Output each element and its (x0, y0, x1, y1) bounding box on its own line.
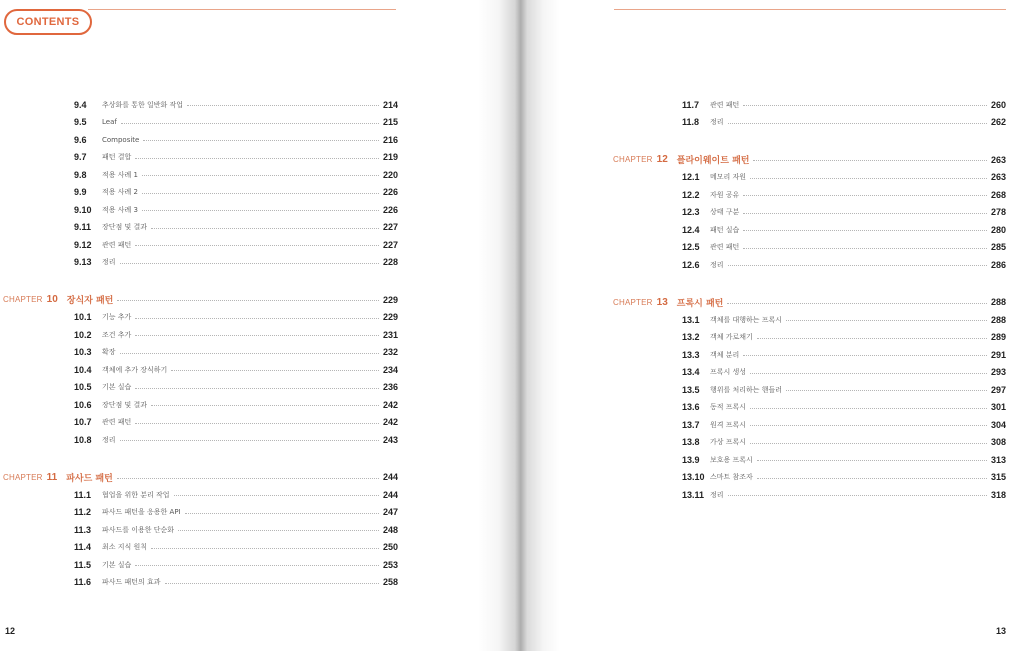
section-title: 프록시 생성 (710, 368, 747, 377)
chapter-entry[interactable] (0, 468, 398, 486)
section-number: 10.4 (74, 364, 92, 375)
section-title: 자원 공유 (710, 190, 740, 199)
dot-leader (117, 300, 379, 301)
section-page-number: 219 (382, 152, 398, 163)
section-title: 기능 추가 (102, 313, 132, 322)
section-title: 정리 (710, 490, 724, 499)
section-number: 11.5 (74, 559, 92, 570)
section-number: 13.8 (682, 437, 700, 448)
section-number: 11.2 (74, 507, 92, 518)
chapter-page-number: 263 (990, 154, 1006, 165)
section-title: 객체에 추가 장식하기 (102, 365, 168, 374)
section-entry[interactable] (0, 166, 398, 184)
section-title: 스마트 참조자 (710, 473, 753, 482)
section-entry[interactable] (610, 221, 1006, 239)
section-entry[interactable] (610, 486, 1006, 504)
section-title: 장단점 및 결과 (102, 400, 148, 409)
section-entry[interactable] (0, 184, 398, 202)
dot-leader (117, 478, 379, 479)
section-number: 9.10 (74, 204, 92, 215)
section-title: 객체 가로채기 (710, 333, 753, 342)
section-entry[interactable] (0, 309, 398, 327)
section-number: 9.6 (74, 134, 87, 145)
chapter-title: 파사드 패턴 (66, 473, 113, 484)
section-entry[interactable] (610, 451, 1006, 469)
section-number: 10.1 (74, 312, 92, 323)
section-entry[interactable] (0, 219, 398, 237)
dot-leader (143, 140, 379, 141)
dot-leader (151, 405, 379, 406)
section-title: 파사드 패턴의 효과 (102, 578, 161, 587)
section-entry[interactable] (0, 361, 398, 379)
section-number: 12.3 (682, 207, 700, 218)
section-number: 11.3 (74, 524, 92, 535)
section-title: 적용 사례 3 (102, 205, 138, 214)
section-number: 9.8 (74, 169, 87, 180)
dot-leader (750, 425, 987, 426)
section-entry[interactable] (610, 96, 1006, 114)
section-entry[interactable] (0, 254, 398, 272)
dot-leader (757, 338, 987, 339)
section-page-number: 258 (382, 577, 398, 588)
section-page-number: 228 (382, 257, 398, 268)
section-title: 정리 (102, 435, 116, 444)
dot-leader (728, 123, 987, 124)
section-title: 기본 실습 (102, 383, 132, 392)
dot-leader (743, 105, 987, 106)
section-page-number: 216 (382, 134, 398, 145)
section-page-number: 293 (990, 367, 1006, 378)
section-page-number: 268 (990, 189, 1006, 200)
section-entry[interactable] (0, 431, 398, 449)
section-number: 9.9 (74, 187, 87, 198)
section-page-number: 286 (990, 259, 1006, 270)
chapter-spacer (0, 449, 398, 469)
section-number: 9.7 (74, 152, 87, 163)
section-page-number: 242 (382, 417, 398, 428)
chapter-spacer (610, 131, 1006, 151)
section-page-number: 304 (990, 419, 1006, 430)
section-entry[interactable] (610, 239, 1006, 257)
dot-leader (135, 335, 379, 336)
section-number: 13.2 (682, 332, 700, 343)
dot-leader (120, 263, 379, 264)
section-page-number: 285 (990, 242, 1006, 253)
dot-leader (142, 210, 379, 211)
chapter-entry[interactable] (0, 291, 398, 309)
dot-leader (174, 495, 379, 496)
section-number: 12.2 (682, 189, 700, 200)
section-title: 파사드 패턴을 응용한 API (102, 508, 181, 517)
section-title: 추상화를 통한 일반화 작업 (102, 100, 184, 109)
section-title: 패턴 실습 (710, 225, 740, 234)
section-page-number: 232 (382, 347, 398, 358)
section-title: 보호용 프록시 (710, 455, 753, 464)
dot-leader (171, 370, 379, 371)
section-page-number: 262 (990, 117, 1006, 128)
section-page-number: 231 (382, 329, 398, 340)
section-entry[interactable] (610, 416, 1006, 434)
toc-list-right (610, 96, 1006, 504)
section-entry[interactable] (0, 396, 398, 414)
section-page-number: 318 (990, 489, 1006, 500)
section-title: 정리 (710, 118, 724, 127)
section-entry[interactable] (0, 326, 398, 344)
section-entry[interactable] (610, 204, 1006, 222)
section-page-number: 291 (990, 349, 1006, 360)
section-page-number: 313 (990, 454, 1006, 465)
section-number: 10.6 (74, 399, 92, 410)
section-entry[interactable] (0, 414, 398, 432)
dot-leader (151, 228, 379, 229)
section-page-number: 278 (990, 207, 1006, 218)
chapter-label: CHAPTER (3, 472, 43, 482)
section-title: 조건 추가 (102, 330, 132, 339)
dot-leader (750, 178, 987, 179)
section-page-number: 214 (382, 99, 398, 110)
dot-leader (187, 105, 379, 106)
section-entry[interactable] (0, 504, 398, 522)
chapter-number: 13 (656, 296, 668, 308)
dot-leader (151, 548, 379, 549)
section-title: 관련 패턴 (710, 100, 740, 109)
dot-leader (786, 320, 987, 321)
chapter-title: 플라이웨이트 패턴 (676, 156, 750, 166)
dot-leader (120, 353, 379, 354)
section-number: 12.1 (682, 172, 700, 183)
dot-leader (178, 530, 379, 531)
section-page-number: 280 (990, 224, 1006, 235)
chapter-page-number: 229 (382, 294, 398, 305)
chapter-title: 프록시 패턴 (676, 298, 724, 309)
dot-leader (728, 265, 987, 266)
section-number: 13.5 (682, 384, 700, 395)
section-title: 협업을 위한 분리 작업 (102, 490, 170, 499)
dot-leader (135, 158, 379, 159)
dot-leader (743, 355, 987, 356)
section-page-number: 288 (990, 314, 1006, 325)
dot-leader (135, 245, 379, 246)
section-number: 11.1 (74, 489, 92, 500)
dot-leader (121, 123, 379, 124)
section-entry[interactable] (610, 311, 1006, 329)
section-number: 9.11 (74, 222, 92, 233)
section-entry[interactable] (610, 399, 1006, 417)
chapter-label: CHAPTER (613, 297, 653, 307)
section-page-number: 236 (382, 382, 398, 393)
toc-list-left (0, 96, 398, 591)
chapter-number: 10 (46, 294, 58, 305)
dot-leader (757, 478, 987, 479)
dot-leader (135, 388, 379, 389)
section-entry[interactable] (610, 256, 1006, 274)
chapter-title: 장식자 패턴 (66, 296, 114, 306)
dot-leader (750, 443, 987, 444)
dot-leader (135, 565, 379, 566)
section-title: Composite (102, 135, 140, 144)
section-page-number: 243 (382, 434, 398, 445)
section-title: Leaf (102, 118, 117, 127)
section-title: 가상 프록시 (710, 438, 747, 447)
dot-leader (135, 423, 379, 424)
section-number: 11.7 (682, 99, 700, 110)
dot-leader (120, 440, 379, 441)
section-number: 13.11 (682, 489, 705, 500)
section-entry[interactable] (0, 96, 398, 114)
section-page-number: 229 (382, 312, 398, 323)
section-page-number: 289 (990, 332, 1006, 343)
dot-leader (728, 495, 987, 496)
section-entry[interactable] (0, 486, 398, 504)
section-page-number: 301 (990, 402, 1006, 413)
section-title: 패턴 결합 (102, 153, 132, 162)
section-page-number: 242 (382, 399, 398, 410)
dot-leader (142, 175, 379, 176)
section-entry[interactable] (0, 556, 398, 574)
section-entry[interactable] (610, 469, 1006, 487)
section-page-number: 215 (382, 117, 398, 128)
section-entry[interactable] (610, 381, 1006, 399)
section-title: 상태 구분 (710, 208, 740, 217)
section-title: 원격 프록시 (710, 420, 747, 429)
dot-leader (786, 390, 987, 391)
dot-leader (750, 373, 987, 374)
section-entry[interactable] (610, 346, 1006, 364)
section-number: 9.12 (74, 239, 92, 250)
section-title: 객체 분리 (710, 350, 740, 359)
section-page-number: 260 (990, 99, 1006, 110)
dot-leader (753, 160, 987, 161)
section-page-number: 226 (382, 187, 398, 198)
section-page-number: 250 (382, 542, 398, 553)
dot-leader (743, 248, 987, 249)
section-title: 정리 (102, 258, 116, 267)
section-number: 10.7 (74, 417, 92, 428)
chapter-number: 12 (656, 154, 668, 165)
section-number: 11.6 (74, 577, 92, 588)
section-entry[interactable] (610, 114, 1006, 132)
dot-leader (743, 213, 987, 214)
section-entry[interactable] (0, 131, 398, 149)
section-page-number: 315 (990, 472, 1006, 483)
section-number: 10.2 (74, 329, 92, 340)
section-number: 11.8 (682, 117, 700, 128)
page-number: 13 (996, 626, 1007, 636)
section-title: 관련 패턴 (102, 418, 132, 427)
section-title: 행위를 처리하는 핸들러 (710, 385, 783, 394)
chapter-page-number: 244 (382, 472, 398, 482)
dot-leader (743, 195, 987, 196)
section-page-number: 263 (990, 172, 1006, 183)
section-entry[interactable] (0, 344, 398, 362)
section-number: 9.4 (74, 99, 87, 110)
dot-leader (727, 303, 987, 304)
dot-leader (757, 460, 987, 461)
section-title: 기본 실습 (102, 560, 132, 569)
contents-badge: CONTENTS (4, 9, 92, 35)
dot-leader (743, 230, 987, 231)
section-number: 12.4 (682, 224, 700, 235)
dot-leader (750, 408, 987, 409)
top-rule (614, 9, 1006, 10)
section-number: 10.5 (74, 382, 92, 393)
section-number: 13.3 (682, 349, 700, 360)
section-page-number: 227 (382, 239, 398, 250)
left-page (0, 0, 480, 651)
section-number: 13.6 (682, 402, 700, 413)
section-entry[interactable] (610, 434, 1006, 452)
section-page-number: 253 (382, 559, 398, 570)
dot-leader (135, 318, 379, 319)
section-number: 12.5 (682, 242, 700, 253)
section-entry[interactable] (610, 186, 1006, 204)
top-rule (88, 9, 396, 10)
section-number: 13.7 (682, 419, 700, 430)
section-page-number: 244 (382, 489, 398, 500)
section-entry[interactable] (0, 574, 398, 592)
section-entry[interactable] (0, 201, 398, 219)
book-gutter-shadow (478, 0, 560, 651)
section-entry[interactable] (0, 539, 398, 557)
section-entry[interactable] (610, 329, 1006, 347)
section-page-number: 297 (990, 384, 1006, 395)
chapter-spacer (610, 274, 1006, 294)
dot-leader (142, 193, 379, 194)
section-page-number: 234 (382, 364, 398, 375)
section-title: 메모리 자원 (710, 173, 747, 182)
dot-leader (185, 513, 379, 514)
section-page-number: 308 (990, 437, 1006, 448)
section-number: 10.3 (74, 347, 92, 358)
chapter-spacer (0, 271, 398, 291)
section-entry[interactable] (610, 364, 1006, 382)
section-page-number: 227 (382, 222, 398, 233)
section-page-number: 247 (382, 507, 398, 518)
section-entry[interactable] (0, 379, 398, 397)
section-title: 객체를 대행하는 프록시 (710, 315, 783, 324)
chapter-label: CHAPTER (613, 155, 653, 164)
right-page (560, 0, 1024, 651)
section-title: 적용 사례 1 (102, 170, 138, 179)
chapter-label: CHAPTER (3, 295, 43, 304)
section-entry[interactable] (0, 521, 398, 539)
section-number: 13.4 (682, 367, 700, 378)
section-entry[interactable] (0, 236, 398, 254)
section-title: 확장 (102, 348, 116, 357)
section-page-number: 248 (382, 524, 398, 535)
section-page-number: 226 (382, 204, 398, 215)
section-number: 13.1 (682, 314, 700, 325)
section-title: 최소 지식 원칙 (102, 543, 148, 552)
section-entry[interactable] (0, 114, 398, 132)
section-title: 파사드를 이용한 단순화 (102, 525, 175, 534)
chapter-page-number: 288 (990, 297, 1006, 307)
section-entry[interactable] (0, 149, 398, 167)
section-page-number: 220 (382, 169, 398, 180)
dot-leader (165, 583, 379, 584)
section-entry[interactable] (610, 169, 1006, 187)
chapter-entry[interactable] (610, 151, 1006, 169)
section-number: 9.13 (74, 257, 92, 268)
chapter-number: 11 (46, 471, 58, 483)
section-title: 적용 사례 2 (102, 188, 138, 197)
section-title: 관련 패턴 (102, 240, 132, 249)
section-number: 10.8 (74, 434, 92, 445)
section-number: 13.10 (682, 472, 705, 483)
section-number: 12.6 (682, 259, 700, 270)
section-number: 9.5 (74, 117, 87, 128)
section-title: 장단점 및 결과 (102, 223, 148, 232)
section-number: 11.4 (74, 542, 92, 553)
section-number: 13.9 (682, 454, 700, 465)
section-title: 관련 패턴 (710, 243, 740, 252)
section-title: 동적 프록시 (710, 403, 747, 412)
section-title: 정리 (710, 260, 724, 269)
page-number: 12 (5, 626, 16, 636)
chapter-entry[interactable] (610, 293, 1006, 311)
